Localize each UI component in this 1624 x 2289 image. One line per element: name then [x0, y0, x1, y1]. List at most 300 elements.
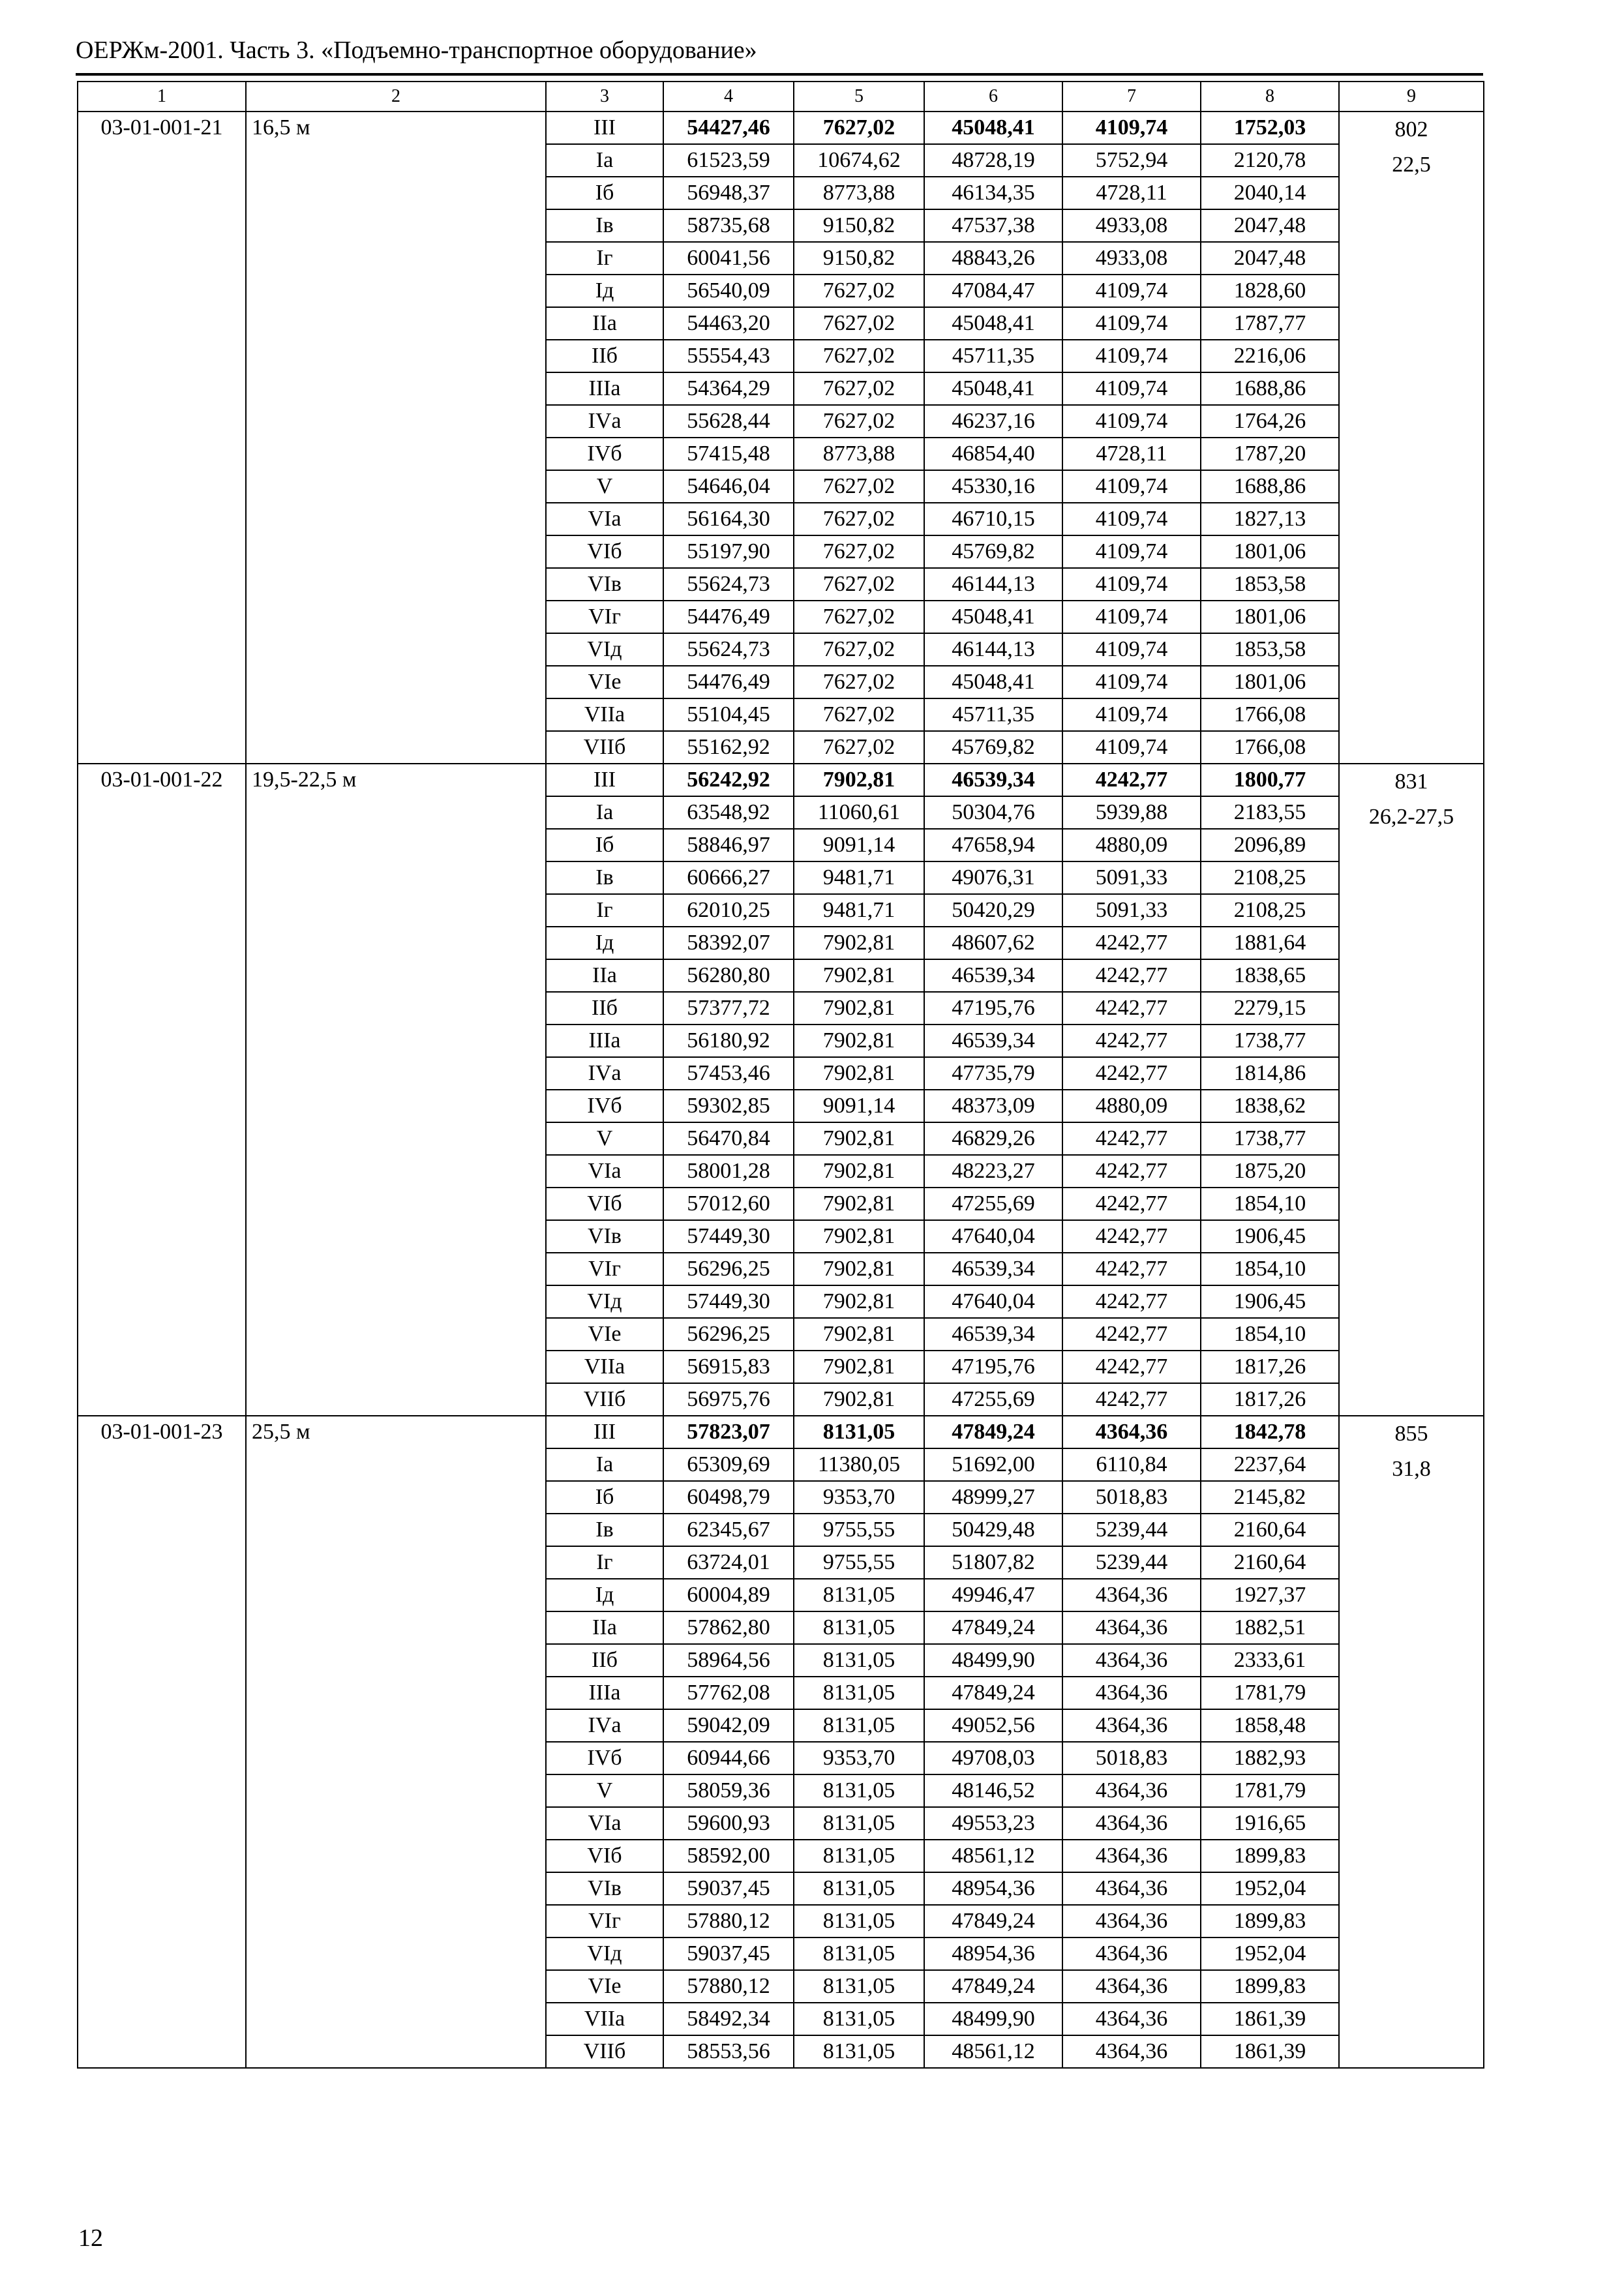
- value-cell: 8131,05: [794, 1644, 924, 1677]
- value-cell: 9481,71: [794, 894, 924, 927]
- value-cell: 1781,79: [1201, 1774, 1339, 1807]
- value-cell: 5239,44: [1062, 1514, 1201, 1546]
- value-cell: 59037,45: [663, 1937, 794, 1970]
- value-cell: 45769,82: [924, 731, 1062, 764]
- value-cell: 48561,12: [924, 1840, 1062, 1872]
- column-9-value: 26,2-27,5: [1368, 805, 1454, 829]
- value-cell: 58592,00: [663, 1840, 794, 1872]
- value-cell: 1764,26: [1201, 405, 1339, 438]
- value-cell: 50420,29: [924, 894, 1062, 927]
- zone-cell: VIб: [546, 1188, 663, 1220]
- value-cell: 4933,08: [1062, 209, 1201, 242]
- value-cell: 54476,49: [663, 666, 794, 698]
- value-cell: 63724,01: [663, 1546, 794, 1579]
- value-cell: 54463,20: [663, 307, 794, 340]
- item-name-cell: 25,5 м: [246, 1416, 546, 2068]
- value-cell: 51692,00: [924, 1448, 1062, 1481]
- value-cell: 45769,82: [924, 535, 1062, 568]
- value-cell: 7902,81: [794, 1188, 924, 1220]
- value-cell: 8131,05: [794, 1937, 924, 1970]
- value-cell: 8131,05: [794, 1677, 924, 1709]
- value-cell: 1817,26: [1201, 1351, 1339, 1383]
- zone-cell: VIб: [546, 1840, 663, 1872]
- value-cell: 1861,39: [1201, 2035, 1339, 2068]
- value-cell: 9150,82: [794, 242, 924, 275]
- value-cell: 55162,92: [663, 731, 794, 764]
- value-cell: 49052,56: [924, 1709, 1062, 1742]
- value-cell: 1801,06: [1201, 535, 1339, 568]
- value-cell: 48561,12: [924, 2035, 1062, 2068]
- value-cell: 48954,36: [924, 1937, 1062, 1970]
- value-cell: 2047,48: [1201, 242, 1339, 275]
- item-name-cell: 16,5 м: [246, 112, 546, 764]
- value-cell: 48146,52: [924, 1774, 1062, 1807]
- value-cell: 2096,89: [1201, 829, 1339, 861]
- zone-cell: VIа: [546, 1155, 663, 1188]
- value-cell: 60498,79: [663, 1481, 794, 1514]
- value-cell: 9091,14: [794, 829, 924, 861]
- zone-cell: IIIа: [546, 1677, 663, 1709]
- zone-cell: VIа: [546, 1807, 663, 1840]
- value-cell: 55628,44: [663, 405, 794, 438]
- value-cell: 56948,37: [663, 177, 794, 209]
- value-cell: 56164,30: [663, 503, 794, 535]
- value-cell: 7902,81: [794, 764, 924, 796]
- value-cell: 54646,04: [663, 470, 794, 503]
- value-cell: 48499,90: [924, 2003, 1062, 2035]
- column-number: 6: [924, 82, 1062, 112]
- value-cell: 57880,12: [663, 1970, 794, 2003]
- value-cell: 1906,45: [1201, 1220, 1339, 1253]
- rate-code-cell: 03-01-001-21: [78, 112, 246, 764]
- value-cell: 56180,92: [663, 1025, 794, 1057]
- value-cell: 4242,77: [1062, 1253, 1201, 1285]
- zone-cell: VIIб: [546, 1383, 663, 1416]
- value-cell: 60004,89: [663, 1579, 794, 1611]
- value-cell: 62345,67: [663, 1514, 794, 1546]
- value-cell: 8131,05: [794, 2035, 924, 2068]
- column-number-row: [78, 82, 1484, 112]
- value-cell: 56280,80: [663, 959, 794, 992]
- value-cell: 47849,24: [924, 1677, 1062, 1709]
- value-cell: 46144,13: [924, 633, 1062, 666]
- value-cell: 4364,36: [1062, 1970, 1201, 2003]
- zone-cell: Iг: [546, 242, 663, 275]
- value-cell: 8131,05: [794, 1611, 924, 1644]
- value-cell: 2216,06: [1201, 340, 1339, 372]
- value-cell: 7902,81: [794, 1253, 924, 1285]
- value-cell: 4109,74: [1062, 307, 1201, 340]
- column-number: 3: [546, 82, 663, 112]
- value-cell: 7902,81: [794, 1057, 924, 1090]
- value-cell: 2237,64: [1201, 1448, 1339, 1481]
- value-cell: 5091,33: [1062, 861, 1201, 894]
- value-cell: 46539,34: [924, 959, 1062, 992]
- value-cell: 4109,74: [1062, 112, 1201, 144]
- column-number: 9: [1339, 82, 1484, 112]
- value-cell: 11060,61: [794, 796, 924, 829]
- column-9-cell: [1339, 1416, 1484, 2068]
- value-cell: 7627,02: [794, 698, 924, 731]
- value-cell: 4242,77: [1062, 1285, 1201, 1318]
- value-cell: 2120,78: [1201, 144, 1339, 177]
- value-cell: 49946,47: [924, 1579, 1062, 1611]
- value-cell: 4109,74: [1062, 633, 1201, 666]
- value-cell: 1854,10: [1201, 1253, 1339, 1285]
- zone-cell: Iб: [546, 177, 663, 209]
- value-cell: 8131,05: [794, 1579, 924, 1611]
- value-cell: 7902,81: [794, 927, 924, 959]
- value-cell: 55624,73: [663, 568, 794, 601]
- value-cell: 1800,77: [1201, 764, 1339, 796]
- value-cell: 11380,05: [794, 1448, 924, 1481]
- table-row: [78, 1416, 1484, 1448]
- value-cell: 9091,14: [794, 1090, 924, 1122]
- value-cell: 1738,77: [1201, 1025, 1339, 1057]
- value-cell: 4109,74: [1062, 698, 1201, 731]
- value-cell: 47658,94: [924, 829, 1062, 861]
- value-cell: 54476,49: [663, 601, 794, 633]
- value-cell: 1916,65: [1201, 1807, 1339, 1840]
- value-cell: 1858,48: [1201, 1709, 1339, 1742]
- value-cell: 1927,37: [1201, 1579, 1339, 1611]
- zone-cell: Iд: [546, 1579, 663, 1611]
- zone-cell: Iв: [546, 861, 663, 894]
- value-cell: 45330,16: [924, 470, 1062, 503]
- value-cell: 59600,93: [663, 1807, 794, 1840]
- zone-cell: IIIа: [546, 1025, 663, 1057]
- value-cell: 46134,35: [924, 177, 1062, 209]
- zone-cell: IIб: [546, 1644, 663, 1677]
- value-cell: 7627,02: [794, 405, 924, 438]
- value-cell: 45048,41: [924, 112, 1062, 144]
- item-name-cell: 19,5-22,5 м: [246, 764, 546, 1416]
- value-cell: 57012,60: [663, 1188, 794, 1220]
- value-cell: 9755,55: [794, 1546, 924, 1579]
- value-cell: 5939,88: [1062, 796, 1201, 829]
- value-cell: 1738,77: [1201, 1122, 1339, 1155]
- zone-cell: VIа: [546, 503, 663, 535]
- zone-cell: VIг: [546, 601, 663, 633]
- value-cell: 57453,46: [663, 1057, 794, 1090]
- value-cell: 1688,86: [1201, 470, 1339, 503]
- value-cell: 57880,12: [663, 1905, 794, 1937]
- value-cell: 58735,68: [663, 209, 794, 242]
- value-cell: 4109,74: [1062, 666, 1201, 698]
- value-cell: 7902,81: [794, 1318, 924, 1351]
- value-cell: 4364,36: [1062, 1416, 1201, 1448]
- zone-cell: VIе: [546, 1970, 663, 2003]
- zone-cell: IIа: [546, 1611, 663, 1644]
- value-cell: 58059,36: [663, 1774, 794, 1807]
- value-cell: 47255,69: [924, 1383, 1062, 1416]
- value-cell: 2183,55: [1201, 796, 1339, 829]
- value-cell: 2160,64: [1201, 1546, 1339, 1579]
- value-cell: 8131,05: [794, 2003, 924, 2035]
- value-cell: 1787,77: [1201, 307, 1339, 340]
- value-cell: 45711,35: [924, 698, 1062, 731]
- zone-cell: IVб: [546, 1742, 663, 1774]
- value-cell: 4364,36: [1062, 2035, 1201, 2068]
- value-cell: 9353,70: [794, 1481, 924, 1514]
- value-cell: 8131,05: [794, 1872, 924, 1905]
- value-cell: 1688,86: [1201, 372, 1339, 405]
- value-cell: 57449,30: [663, 1220, 794, 1253]
- value-cell: 60666,27: [663, 861, 794, 894]
- value-cell: 7902,81: [794, 1025, 924, 1057]
- column-number: 8: [1201, 82, 1339, 112]
- value-cell: 1838,65: [1201, 959, 1339, 992]
- value-cell: 1814,86: [1201, 1057, 1339, 1090]
- value-cell: 7627,02: [794, 568, 924, 601]
- value-cell: 4364,36: [1062, 1579, 1201, 1611]
- value-cell: 7902,81: [794, 959, 924, 992]
- value-cell: 1881,64: [1201, 927, 1339, 959]
- value-cell: 4364,36: [1062, 1709, 1201, 1742]
- page-number: 12: [78, 2224, 103, 2252]
- zone-cell: VIIа: [546, 1351, 663, 1383]
- value-cell: 45048,41: [924, 372, 1062, 405]
- zone-cell: V: [546, 1774, 663, 1807]
- value-cell: 7627,02: [794, 112, 924, 144]
- value-cell: 1882,93: [1201, 1742, 1339, 1774]
- zone-cell: VIв: [546, 1872, 663, 1905]
- value-cell: 7902,81: [794, 1383, 924, 1416]
- column-number: 1: [78, 82, 246, 112]
- value-cell: 2145,82: [1201, 1481, 1339, 1514]
- value-cell: 56915,83: [663, 1351, 794, 1383]
- value-cell: 58001,28: [663, 1155, 794, 1188]
- zone-cell: Iг: [546, 894, 663, 927]
- value-cell: 1899,83: [1201, 1905, 1339, 1937]
- value-cell: 48373,09: [924, 1090, 1062, 1122]
- value-cell: 49076,31: [924, 861, 1062, 894]
- value-cell: 7627,02: [794, 275, 924, 307]
- value-cell: 1906,45: [1201, 1285, 1339, 1318]
- value-cell: 2160,64: [1201, 1514, 1339, 1546]
- value-cell: 46829,26: [924, 1122, 1062, 1155]
- value-cell: 7627,02: [794, 666, 924, 698]
- value-cell: 8131,05: [794, 1840, 924, 1872]
- value-cell: 4364,36: [1062, 1611, 1201, 1644]
- value-cell: 57415,48: [663, 438, 794, 470]
- value-cell: 46710,15: [924, 503, 1062, 535]
- value-cell: 2108,25: [1201, 861, 1339, 894]
- value-cell: 48607,62: [924, 927, 1062, 959]
- value-cell: 4109,74: [1062, 731, 1201, 764]
- value-cell: 1861,39: [1201, 2003, 1339, 2035]
- value-cell: 2047,48: [1201, 209, 1339, 242]
- column-9-value: 22,5: [1392, 153, 1431, 177]
- zone-cell: IIIа: [546, 372, 663, 405]
- value-cell: 4242,77: [1062, 959, 1201, 992]
- value-cell: 1801,06: [1201, 601, 1339, 633]
- value-cell: 1882,51: [1201, 1611, 1339, 1644]
- value-cell: 58846,97: [663, 829, 794, 861]
- value-cell: 59037,45: [663, 1872, 794, 1905]
- value-cell: 1952,04: [1201, 1872, 1339, 1905]
- value-cell: 4242,77: [1062, 1188, 1201, 1220]
- zone-cell: III: [546, 1416, 663, 1448]
- value-cell: 4933,08: [1062, 242, 1201, 275]
- zone-cell: IVа: [546, 405, 663, 438]
- value-cell: 47195,76: [924, 1351, 1062, 1383]
- zone-cell: VIд: [546, 1937, 663, 1970]
- value-cell: 55624,73: [663, 633, 794, 666]
- zone-cell: V: [546, 470, 663, 503]
- value-cell: 47084,47: [924, 275, 1062, 307]
- value-cell: 9755,55: [794, 1514, 924, 1546]
- value-cell: 5018,83: [1062, 1481, 1201, 1514]
- value-cell: 2333,61: [1201, 1644, 1339, 1677]
- value-cell: 48999,27: [924, 1481, 1062, 1514]
- zone-cell: IIа: [546, 959, 663, 992]
- value-cell: 48954,36: [924, 1872, 1062, 1905]
- value-cell: 4109,74: [1062, 470, 1201, 503]
- column-9-cell: [1339, 764, 1484, 1416]
- value-cell: 4242,77: [1062, 1351, 1201, 1383]
- value-cell: 47195,76: [924, 992, 1062, 1025]
- value-cell: 54427,46: [663, 112, 794, 144]
- value-cell: 1842,78: [1201, 1416, 1339, 1448]
- value-cell: 47255,69: [924, 1188, 1062, 1220]
- value-cell: 1853,58: [1201, 633, 1339, 666]
- value-cell: 46539,34: [924, 1253, 1062, 1285]
- value-cell: 5091,33: [1062, 894, 1201, 927]
- value-cell: 4109,74: [1062, 535, 1201, 568]
- value-cell: 45048,41: [924, 666, 1062, 698]
- zone-cell: V: [546, 1122, 663, 1155]
- value-cell: 1854,10: [1201, 1318, 1339, 1351]
- value-cell: 7902,81: [794, 1220, 924, 1253]
- value-cell: 1828,60: [1201, 275, 1339, 307]
- value-cell: 8131,05: [794, 1416, 924, 1448]
- value-cell: 58964,56: [663, 1644, 794, 1677]
- value-cell: 1787,20: [1201, 438, 1339, 470]
- value-cell: 55104,45: [663, 698, 794, 731]
- zone-cell: Iа: [546, 796, 663, 829]
- zone-cell: VIв: [546, 568, 663, 601]
- value-cell: 7627,02: [794, 535, 924, 568]
- value-cell: 2279,15: [1201, 992, 1339, 1025]
- zone-cell: IIб: [546, 992, 663, 1025]
- value-cell: 47849,24: [924, 1905, 1062, 1937]
- value-cell: 4242,77: [1062, 1057, 1201, 1090]
- value-cell: 7902,81: [794, 1351, 924, 1383]
- value-cell: 4364,36: [1062, 2003, 1201, 2035]
- value-cell: 48843,26: [924, 242, 1062, 275]
- table-row: [78, 764, 1484, 796]
- zone-cell: IIа: [546, 307, 663, 340]
- value-cell: 58492,34: [663, 2003, 794, 2035]
- zone-cell: IVа: [546, 1057, 663, 1090]
- column-9-value: 31,8: [1392, 1457, 1431, 1481]
- column-number: 4: [663, 82, 794, 112]
- zone-cell: VIIб: [546, 731, 663, 764]
- value-cell: 10674,62: [794, 144, 924, 177]
- value-cell: 7902,81: [794, 1155, 924, 1188]
- zone-cell: Iа: [546, 144, 663, 177]
- value-cell: 4242,77: [1062, 1383, 1201, 1416]
- value-cell: 61523,59: [663, 144, 794, 177]
- value-cell: 8773,88: [794, 177, 924, 209]
- value-cell: 45711,35: [924, 340, 1062, 372]
- value-cell: 1853,58: [1201, 568, 1339, 601]
- value-cell: 46144,13: [924, 568, 1062, 601]
- value-cell: 48499,90: [924, 1644, 1062, 1677]
- value-cell: 1817,26: [1201, 1383, 1339, 1416]
- value-cell: 1827,13: [1201, 503, 1339, 535]
- zone-cell: IVб: [546, 1090, 663, 1122]
- value-cell: 4880,09: [1062, 1090, 1201, 1122]
- value-cell: 56975,76: [663, 1383, 794, 1416]
- value-cell: 47537,38: [924, 209, 1062, 242]
- value-cell: 7902,81: [794, 1285, 924, 1318]
- value-cell: 2108,25: [1201, 894, 1339, 927]
- column-number: 7: [1062, 82, 1201, 112]
- value-cell: 4242,77: [1062, 1025, 1201, 1057]
- zone-cell: III: [546, 112, 663, 144]
- value-cell: 4364,36: [1062, 1937, 1201, 1970]
- value-cell: 9481,71: [794, 861, 924, 894]
- zone-cell: VIе: [546, 666, 663, 698]
- column-9-value: 831: [1394, 770, 1428, 794]
- column-9-value: 802: [1394, 117, 1428, 142]
- rate-code-cell: 03-01-001-23: [78, 1416, 246, 2068]
- zone-cell: VIIб: [546, 2035, 663, 2068]
- value-cell: 1801,06: [1201, 666, 1339, 698]
- value-cell: 8131,05: [794, 1905, 924, 1937]
- value-cell: 4242,77: [1062, 1122, 1201, 1155]
- value-cell: 56296,25: [663, 1318, 794, 1351]
- value-cell: 4364,36: [1062, 1774, 1201, 1807]
- zone-cell: VIб: [546, 535, 663, 568]
- value-cell: 8131,05: [794, 1709, 924, 1742]
- value-cell: 6110,84: [1062, 1448, 1201, 1481]
- zone-cell: VIIа: [546, 2003, 663, 2035]
- value-cell: 7627,02: [794, 503, 924, 535]
- value-cell: 1838,62: [1201, 1090, 1339, 1122]
- value-cell: 7627,02: [794, 470, 924, 503]
- column-number: 2: [246, 82, 546, 112]
- value-cell: 1766,08: [1201, 731, 1339, 764]
- value-cell: 4109,74: [1062, 601, 1201, 633]
- value-cell: 5752,94: [1062, 144, 1201, 177]
- value-cell: 58553,56: [663, 2035, 794, 2068]
- value-cell: 62010,25: [663, 894, 794, 927]
- value-cell: 7627,02: [794, 372, 924, 405]
- zone-cell: Iа: [546, 1448, 663, 1481]
- value-cell: 47640,04: [924, 1220, 1062, 1253]
- value-cell: 57762,08: [663, 1677, 794, 1709]
- value-cell: 55554,43: [663, 340, 794, 372]
- value-cell: 49708,03: [924, 1742, 1062, 1774]
- zone-cell: IIб: [546, 340, 663, 372]
- zone-cell: VIд: [546, 1285, 663, 1318]
- value-cell: 57862,80: [663, 1611, 794, 1644]
- value-cell: 59042,09: [663, 1709, 794, 1742]
- value-cell: 4109,74: [1062, 275, 1201, 307]
- value-cell: 8773,88: [794, 438, 924, 470]
- value-cell: 8131,05: [794, 1970, 924, 2003]
- value-cell: 4242,77: [1062, 992, 1201, 1025]
- value-cell: 57823,07: [663, 1416, 794, 1448]
- value-cell: 58392,07: [663, 927, 794, 959]
- zone-cell: VIг: [546, 1253, 663, 1285]
- value-cell: 4364,36: [1062, 1644, 1201, 1677]
- value-cell: 4242,77: [1062, 1155, 1201, 1188]
- rates-table: [77, 81, 1484, 2069]
